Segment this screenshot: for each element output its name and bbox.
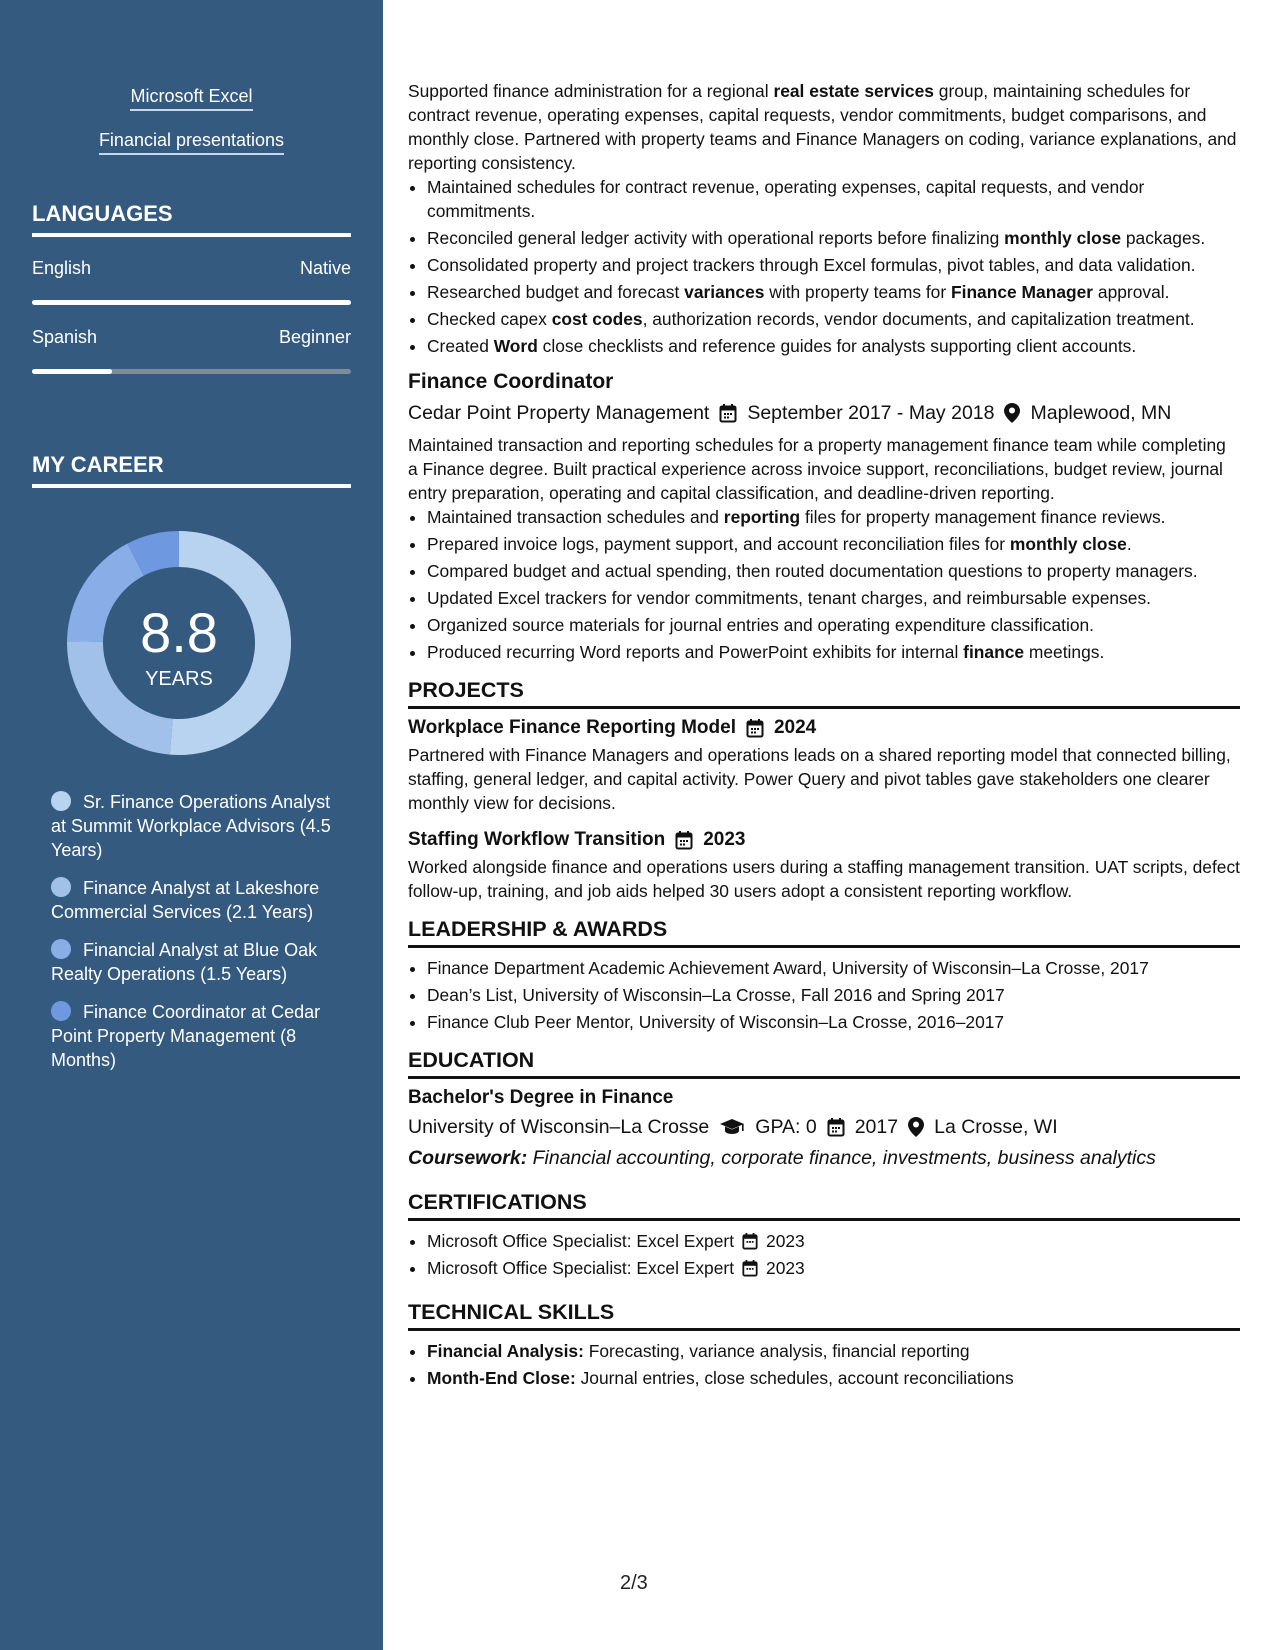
language-name: English <box>32 258 92 278</box>
job-meta <box>408 399 1240 427</box>
project-title: Staffing Workflow Transition 2023 <box>408 829 746 850</box>
legend-dot-icon <box>51 1001 71 1021</box>
career-years-value: 8.8 <box>140 601 218 664</box>
list-item: • Updated Excel trackers for vendor commitments, tenant charges, and reimbursable expenses. <box>427 586 1240 610</box>
list-item: • Maintained transaction schedules and reporting files for property management finance reviews. <box>427 505 1240 529</box>
language-level: Native <box>299 258 351 278</box>
location-pin-icon <box>1004 403 1020 423</box>
job-bullets <box>408 175 1240 358</box>
list-item: • Month-End Close: Journal entries, close schedules, account reconciliations <box>427 1366 1240 1390</box>
language-row <box>32 258 351 279</box>
location-pin-icon <box>908 1117 924 1137</box>
certifications-list <box>408 1229 1240 1280</box>
sidebar <box>0 0 383 1650</box>
language-bar <box>32 369 351 374</box>
calendar-icon <box>719 403 737 423</box>
career-list <box>51 790 341 1086</box>
project-year: 2023 <box>703 829 746 850</box>
project-description: Worked alongside finance and operations users during a staffing management transition. UAT scripts, defect follow-up, training, and job aids helped 30 users adopt a consistent reporting workflow. <box>408 857 1240 901</box>
calendar-icon <box>742 1232 758 1250</box>
job-summary: Supported finance administration for a regional real estate services group, maintaining schedules for contract revenue, operating expenses, capital requests, vendor commitments, budget comparisons, and monthly close. Partnered with property teams and Finance Managers on coding, variance explanations, and reporting consistency. <box>408 81 1237 173</box>
career-item-label: Finance Analyst at Lakeshore Commercial Services (2.1 Years) <box>51 878 320 922</box>
section-heading-education: EDUCATION <box>408 1048 1240 1079</box>
section-heading-certifications: CERTIFICATIONS <box>408 1190 1240 1221</box>
skill-label: Microsoft Excel <box>130 86 252 111</box>
school-name: University of Wisconsin–La Crosse <box>408 1116 710 1138</box>
job-title: Finance Coordinator <box>408 370 614 393</box>
project-title: Workplace Finance Reporting Model 2024 <box>408 717 817 738</box>
career-years-unit: YEARS <box>145 668 213 690</box>
legend-dot-icon <box>51 791 71 811</box>
list-item: • Finance Club Peer Mentor, University of Wisconsin–La Crosse, 2016–2017 <box>427 1010 1240 1034</box>
job-summary: Maintained transaction and reporting schedules for a property management finance team while completing a Finance degree. Built practical experience across invoice support, reconciliations, budget review, journal entry preparation, operating and capital classification, and deadline-driven reporting. <box>408 435 1226 503</box>
graduation-cap-icon <box>719 1118 745 1136</box>
degree-title: Bachelor's Degree in Finance <box>408 1087 674 1108</box>
job-dates: September 2017 - May 2018 <box>747 402 995 424</box>
list-item: • Prepared invoice logs, payment support, and account reconciliation files for monthly close. <box>427 532 1240 556</box>
languages-heading: LANGUAGES <box>32 201 351 237</box>
job-bullets <box>408 505 1240 664</box>
donut-segment <box>67 544 144 642</box>
language-bar-fill <box>32 369 112 374</box>
main-content <box>408 0 1240 1650</box>
school-location: La Crosse, WI <box>934 1116 1058 1138</box>
section-heading-awards: LEADERSHIP & AWARDS <box>408 917 1240 948</box>
list-item: • Microsoft Office Specialist: Excel Expert 2023 <box>427 1256 1240 1280</box>
career-heading: MY CAREER <box>32 452 351 488</box>
job-location: Maplewood, MN <box>1030 402 1172 424</box>
skill-item <box>0 86 383 107</box>
list-item: • Maintained schedules for contract revenue, operating expenses, capital requests, and vendor commitments. <box>427 175 1240 223</box>
career-item <box>51 876 341 924</box>
career-item <box>51 790 341 862</box>
list-item: • Consolidated property and project trackers through Excel formulas, pivot tables, and data validation. <box>427 253 1240 277</box>
project-year: 2024 <box>773 717 817 738</box>
list-item: • Researched budget and forecast variances with property teams for Finance Manager approval. <box>427 280 1240 304</box>
project-description: Partnered with Finance Managers and operations leads on a shared reporting model that connected billing, staffing, general ledger, and capital activity. Power Query and pivot tables gave stakeholders one clearer monthly view for decisions. <box>408 745 1231 813</box>
list-item: • Microsoft Office Specialist: Excel Expert 2023 <box>427 1229 1240 1253</box>
calendar-icon <box>742 1259 758 1277</box>
coursework: Coursework: Financial accounting, corporate finance, investments, business analytics <box>408 1147 1156 1169</box>
language-name: Spanish <box>32 327 98 347</box>
list-item: • Finance Department Academic Achievement Award, University of Wisconsin–La Crosse, 2017 <box>427 956 1240 980</box>
language-bar <box>32 300 351 305</box>
list-item: • Dean’s List, University of Wisconsin–La Crosse, Fall 2016 and Spring 2017 <box>427 983 1240 1007</box>
career-item <box>51 1000 341 1072</box>
career-item-label: Finance Coordinator at Cedar Point Property Management (8 Months) <box>51 1002 321 1070</box>
awards-list <box>408 956 1240 1034</box>
calendar-icon <box>746 718 764 738</box>
language-level: Beginner <box>278 327 351 347</box>
list-item: • Financial Analysis: Forecasting, variance analysis, financial reporting <box>427 1339 1240 1363</box>
calendar-icon <box>827 1117 845 1137</box>
career-item <box>51 938 341 986</box>
legend-dot-icon <box>51 939 71 959</box>
list-item: • Compared budget and actual spending, then routed documentation questions to property managers. <box>427 559 1240 583</box>
list-item: • Produced recurring Word reports and PowerPoint exhibits for internal finance meetings. <box>427 640 1240 664</box>
language-bar-fill <box>32 300 351 305</box>
section-heading-skills: TECHNICAL SKILLS <box>408 1300 1240 1331</box>
list-item: • Organized source materials for journal entries and operating expenditure classification. <box>427 613 1240 637</box>
skill-label: Financial presentations <box>99 130 284 155</box>
career-item-label: Financial Analyst at Blue Oak Realty Operations (1.5 Years) <box>51 940 318 984</box>
calendar-icon <box>675 830 693 850</box>
skills-list <box>408 1339 1240 1390</box>
legend-dot-icon <box>51 877 71 897</box>
gpa: GPA: 0 <box>755 1116 817 1138</box>
education-meta <box>408 1113 1240 1141</box>
skill-item <box>0 130 383 151</box>
career-item-label: Sr. Finance Operations Analyst at Summit Workplace Advisors (4.5 Years) <box>51 792 331 860</box>
company-name: Cedar Point Property Management <box>408 402 710 424</box>
graduation-year: 2017 <box>854 1116 899 1138</box>
list-item: • Created Word close checklists and reference guides for analysts supporting client accounts. <box>427 334 1240 358</box>
section-heading-projects: PROJECTS <box>408 678 1240 709</box>
page-number: 2/3 <box>620 1572 648 1594</box>
language-row <box>32 327 351 348</box>
career-donut-chart <box>66 530 292 756</box>
list-item: • Checked capex cost codes, authorization records, vendor documents, and capitalization treatment. <box>427 307 1240 331</box>
list-item: • Reconciled general ledger activity with operational reports before finalizing monthly close packages. <box>427 226 1240 250</box>
